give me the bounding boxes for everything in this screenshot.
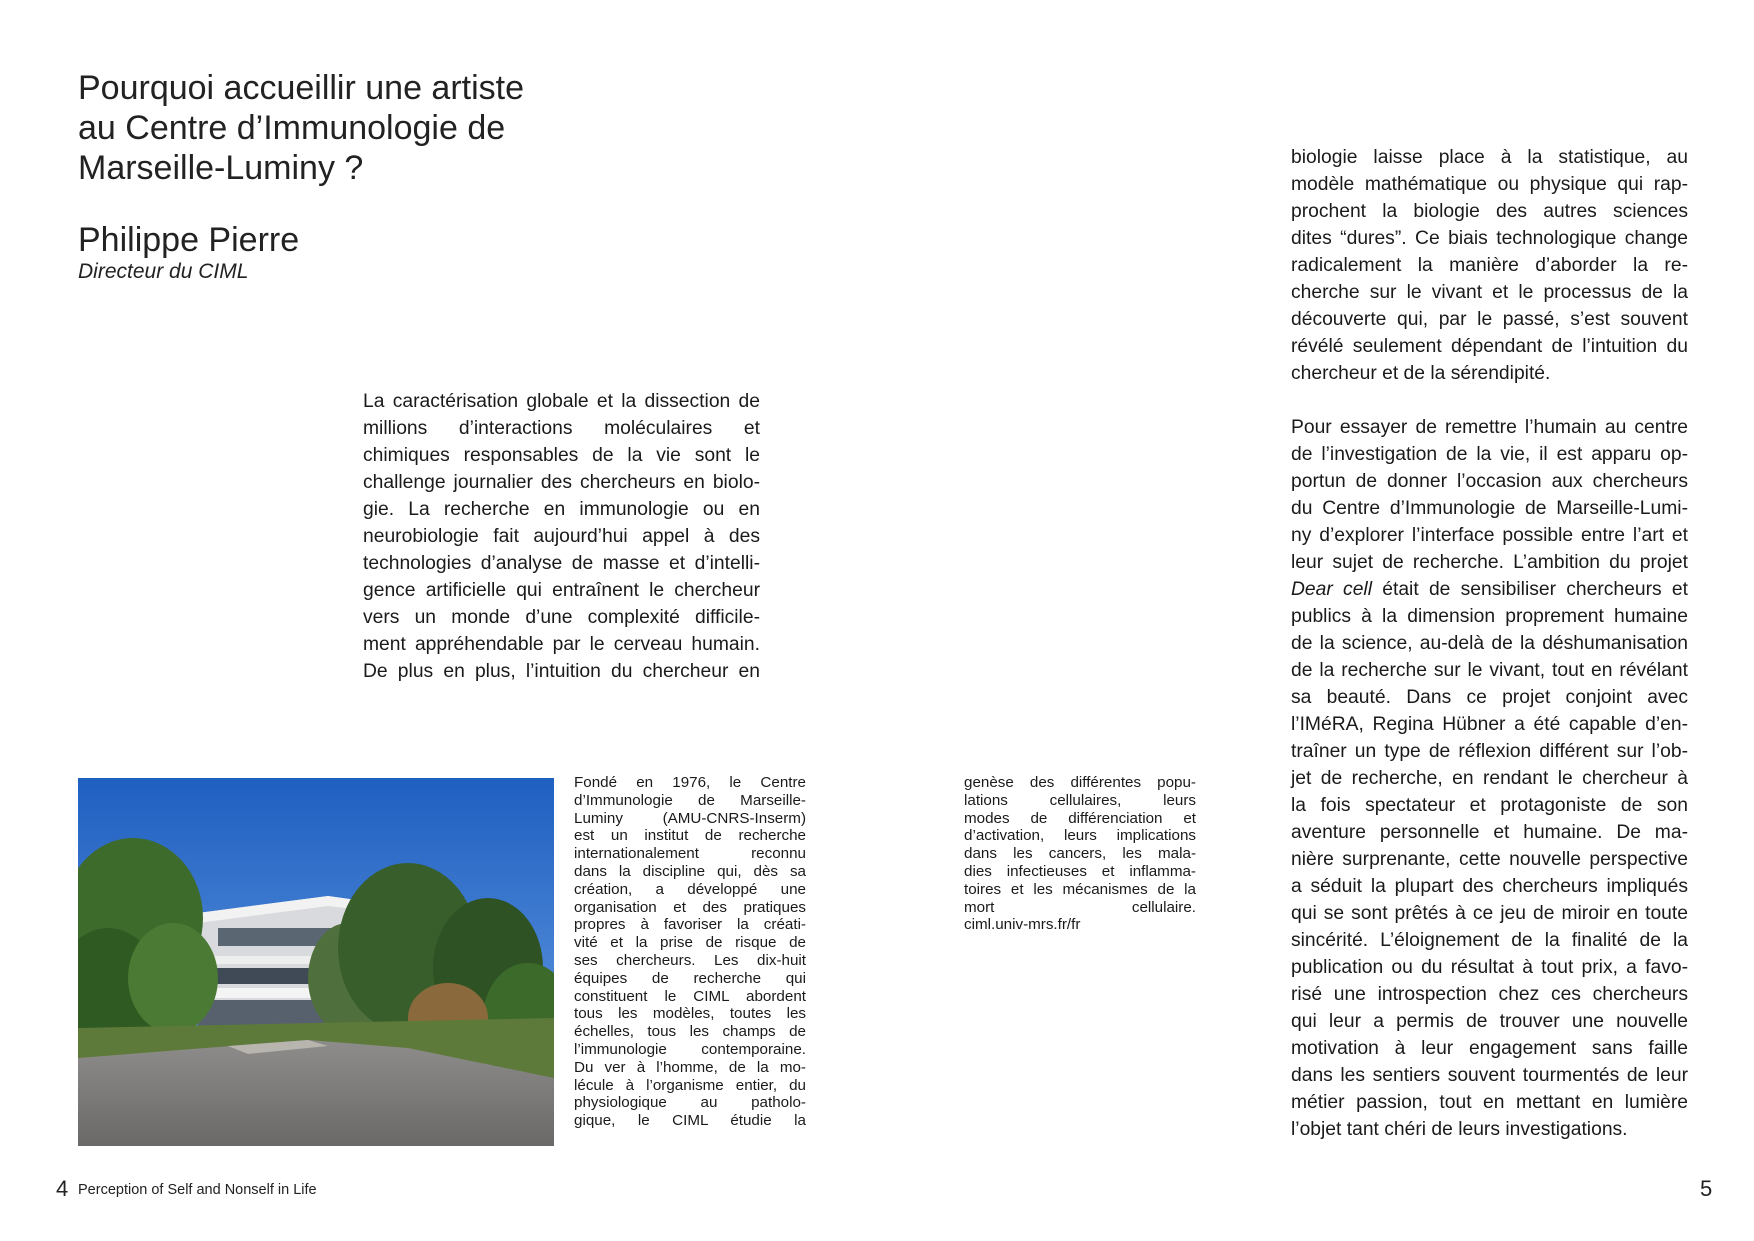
text-line: gence artificielle qui entraînent le chercheur [363,580,760,601]
caption-line: modes de différenciation et [964,809,1196,827]
text-line: vers un monde d’une complexité difficile- [363,607,760,628]
paragraph-gap [1291,387,1688,414]
caption-line: échelles, tous les champs de [574,1023,806,1041]
text-line: biologie laisse place à la statistique, au [1291,147,1688,168]
text-line: cherche sur le vivant et le processus de la [1291,282,1688,303]
text-line: révélé seulement dépendant de l’intuition du [1291,336,1688,357]
text-line: aventure personnelle et humaine. De ma- [1291,822,1688,843]
caption-line: mort cellulaire. [964,898,1196,916]
text-line: dites “dures”. Ce biais technologique change [1291,228,1688,249]
text-line: risé une introspection chez ces chercheurs [1291,984,1688,1005]
text-line: sa beauté. Dans ce projet conjoint avec [1291,687,1688,708]
caption-line: propres à favoriser la créati- [574,916,806,934]
text-line: leur sujet de recherche. L’ambition du projet [1291,552,1688,573]
text-line: millions d’interactions moléculaires et [363,418,760,439]
page-number-right: 5 [1700,1176,1713,1201]
caption-line: création, a développé une [574,880,806,898]
text-line: chimiques responsables de la vie sont le [363,445,760,466]
caption-line: internationalement reconnu [574,845,806,863]
caption-line: est un institut de recherche [574,827,806,845]
text-line: la fois spectateur et protagoniste de son [1291,795,1688,816]
text-line: l’objet tant chéri de leurs investigations. [1291,1119,1628,1140]
caption-line: constituent le CIML abordent [574,987,806,1005]
text-line: motivation à leur engagement sans faille [1291,1038,1688,1059]
text-line: Pour essayer de remettre l’humain au centre [1291,417,1688,438]
caption-line: Luminy (AMU-CNRS-Inserm) [574,809,806,827]
caption-line: d’activation, leurs implications [964,827,1196,845]
text-line: publication ou du résultat à tout prix, a favo- [1291,957,1688,978]
text-line: de l’investigation de la vie, il est apparu op- [1291,444,1688,465]
text-line: challenge journalier des chercheurs en biolo- [363,472,760,493]
text-line: métier passion, tout en mettant en lumière [1291,1092,1688,1113]
building-photo [78,778,554,1146]
caption-line: Du ver à l’homme, de la mo- [574,1058,806,1076]
author-role: Directeur du CIML [78,260,249,283]
text-line: nière surprenante, cette nouvelle perspective [1291,849,1688,870]
text-line: modèle mathématique ou physique qui rap- [1291,174,1688,195]
caption-line: vité et la prise de risque de [574,934,806,952]
caption-line: gique, le CIML étudie la [574,1112,806,1130]
caption-line: d’Immunologie de Marseille- [574,791,806,809]
text-line: sincérité. L’éloignement de la finalité de la [1291,930,1688,951]
caption-line: dans la discipline qui, dès sa [574,862,806,880]
caption-line: ses chercheurs. Les dix-huit [574,951,806,969]
text-line: a séduit la plupart des chercheurs impliqués [1291,876,1688,897]
body-column-1 [363,388,760,685]
website-link[interactable]: ciml.univ-mrs.fr/fr [964,916,1081,934]
title-line: Marseille-Luminy ? [78,149,364,187]
caption-column-a [574,774,806,1130]
caption-line: lécule à l’organisme entier, du [574,1076,806,1094]
text-fragment: était de sensibiliser chercheurs et [1371,579,1688,600]
caption-line: physiologique au patholo- [574,1094,806,1112]
text-line: gie. La recherche en immunologie ou en [363,499,760,520]
text-line: dans les sentiers souvent tourmentés de leur [1291,1065,1688,1086]
body-column-3 [1291,144,1688,1143]
text-line: de la science, au-delà de la déshumanisation [1291,633,1688,654]
text-line: publics à la dimension proprement humaine [1291,606,1688,627]
text-line: De plus en plus, l’intuition du chercheur en [363,661,760,682]
caption-line: lations cellulaires, leurs [964,791,1196,809]
publication-title: Perception of Self and Nonself in Life [78,1182,317,1198]
text-line-dear-cell [1291,576,1688,603]
text-line: prochent la biologie des autres sciences [1291,201,1688,222]
caption-line: toires et les mécanismes de la [964,880,1196,898]
page-number-left: 4 [56,1176,69,1201]
caption-column-b [964,774,1196,934]
caption-line: équipes de recherche qui [574,969,806,987]
text-line: traîner un type de réflexion différent sur l’ob- [1291,741,1688,762]
caption-line: l’immunologie contemporaine. [574,1040,806,1058]
title-line: Pourquoi accueillir une artiste [78,69,525,107]
caption-line: Fondé en 1976, le Centre [574,774,806,791]
text-line: du Centre d’Immunologie de Marseille-Lumi- [1291,498,1688,519]
caption-line: tous les modèles, toutes les [574,1005,806,1023]
text-line: radicalement la manière d’aborder la re- [1291,255,1688,276]
text-line: La caractérisation globale et la dissection de [363,391,760,412]
text-line: ny d’explorer l’interface possible entre l’art et [1291,525,1688,546]
article-title [78,68,598,188]
caption-line: genèse des différentes popu- [964,774,1196,791]
author-name: Philippe Pierre [78,221,300,259]
text-line: qui se sont prêtés à ce jeu de miroir en toute [1291,903,1688,924]
project-title: Dear cell [1291,579,1372,600]
text-line: ment appréhendable par le cerveau humain. [363,634,760,655]
text-line: de la recherche sur le vivant, tout en révélant [1291,660,1688,681]
text-line: découverte qui, par le passé, s’est souvent [1291,309,1688,330]
caption-line: dies infectieuses et inflamma- [964,862,1196,880]
title-line: au Centre d’Immunologie de [78,109,506,147]
text-line: portun de donner l’occasion aux chercheurs [1291,471,1688,492]
text-line: l’IMéRA, Regina Hübner a été capable d’en- [1291,714,1688,735]
caption-line: dans les cancers, les mala- [964,845,1196,863]
caption-line: organisation et des pratiques [574,898,806,916]
text-line: qui leur a permis de trouver une nouvelle [1291,1011,1688,1032]
text-line: technologies d’analyse de masse et d’intelli- [363,553,760,574]
text-line: chercheur et de la sérendipité. [1291,363,1551,384]
text-line: jet de recherche, en rendant le chercheur à [1291,768,1688,789]
text-line: neurobiologie fait aujourd’hui appel à des [363,526,760,547]
